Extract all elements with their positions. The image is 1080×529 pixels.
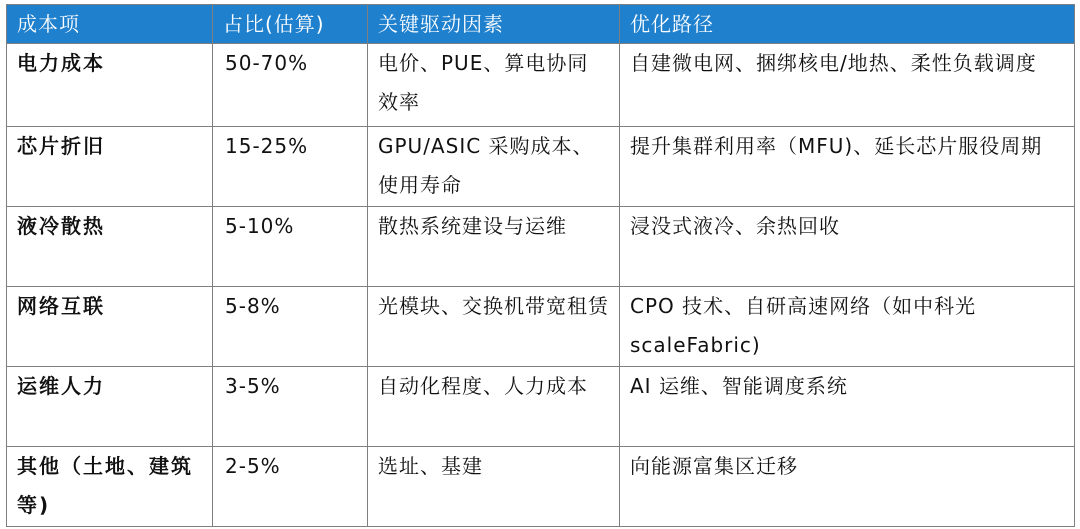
table-row bbox=[7, 287, 1075, 367]
optimization-cell: 自建微电网、捆绑核电/地热、柔性负载调度 bbox=[620, 44, 1075, 127]
header-optimization: 优化路径 bbox=[620, 5, 1075, 44]
cost-item-cell: 其他（土地、建筑等) bbox=[7, 447, 213, 527]
optimization-cell: 浸没式液冷、余热回收 bbox=[620, 207, 1075, 287]
optimization-cell: 向能源富集区迁移 bbox=[620, 447, 1075, 527]
drivers-cell: 电价、PUE、算电协同效率 bbox=[368, 44, 620, 127]
cost-item-cell: 网络互联 bbox=[7, 287, 213, 367]
drivers-cell: 散热系统建设与运维 bbox=[368, 207, 620, 287]
table-row bbox=[7, 127, 1075, 207]
share-cell: 50-70% bbox=[213, 44, 368, 127]
header-drivers: 关键驱动因素 bbox=[368, 5, 620, 44]
cost-item-cell: 电力成本 bbox=[7, 44, 213, 127]
cost-table bbox=[6, 4, 1075, 527]
cost-item-cell: 运维人力 bbox=[7, 367, 213, 447]
drivers-cell: GPU/ASIC 采购成本、使用寿命 bbox=[368, 127, 620, 207]
share-cell: 2-5% bbox=[213, 447, 368, 527]
table-row bbox=[7, 367, 1075, 447]
optimization-cell: 提升集群利用率（MFU)、延长芯片服役周期 bbox=[620, 127, 1075, 207]
share-cell: 3-5% bbox=[213, 367, 368, 447]
cost-item-cell: 芯片折旧 bbox=[7, 127, 213, 207]
table-row bbox=[7, 44, 1075, 127]
share-cell: 5-8% bbox=[213, 287, 368, 367]
share-cell: 15-25% bbox=[213, 127, 368, 207]
header-cost-item: 成本项 bbox=[7, 5, 213, 44]
optimization-cell: CPO 技术、自研高速网络（如中科光 scaleFabric) bbox=[620, 287, 1075, 367]
drivers-cell: 光模块、交换机带宽租赁 bbox=[368, 287, 620, 367]
drivers-cell: 自动化程度、人力成本 bbox=[368, 367, 620, 447]
table-row bbox=[7, 207, 1075, 287]
drivers-cell: 选址、基建 bbox=[368, 447, 620, 527]
share-cell: 5-10% bbox=[213, 207, 368, 287]
header-row bbox=[7, 5, 1075, 44]
header-share: 占比(估算) bbox=[213, 5, 368, 44]
cost-item-cell: 液冷散热 bbox=[7, 207, 213, 287]
optimization-cell: AI 运维、智能调度系统 bbox=[620, 367, 1075, 447]
table-row bbox=[7, 447, 1075, 527]
